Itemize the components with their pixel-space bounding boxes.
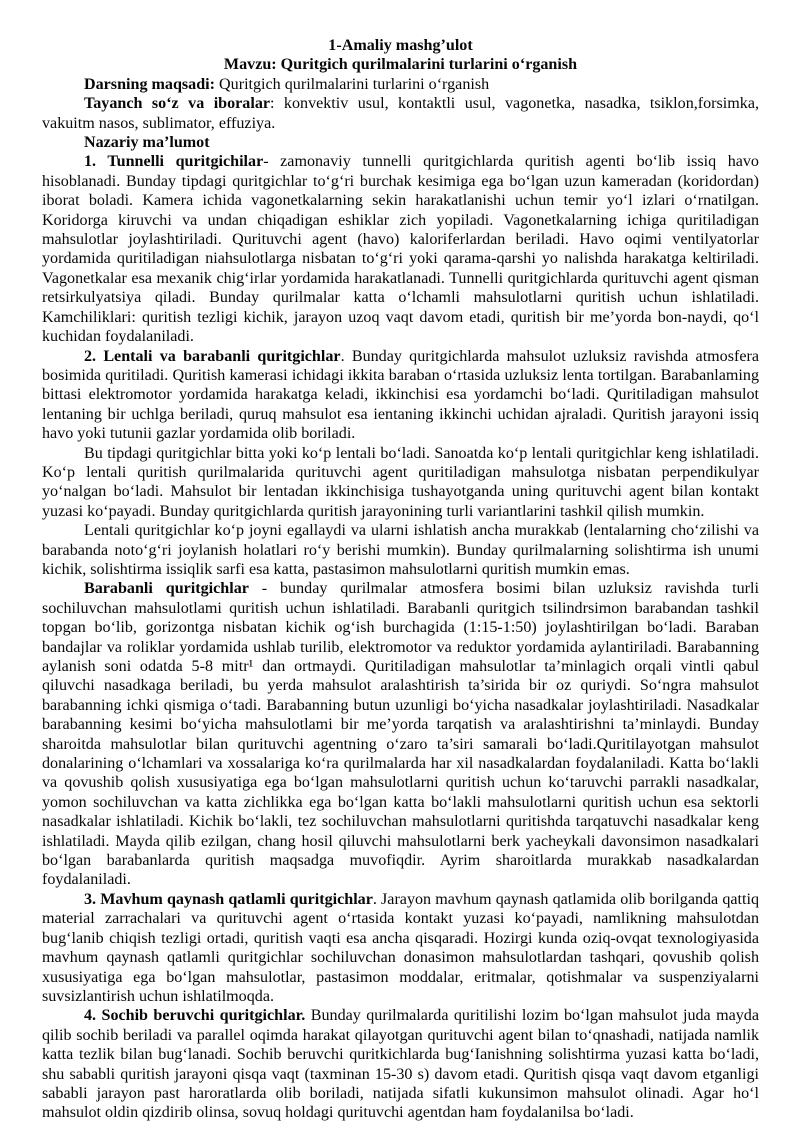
section-barabanli-lead: Barabanli quritgichlar [84,580,249,598]
section-lentali-lead: 2. Lentali va barabanli quritgichlar [84,347,341,365]
section-tunnelli-text: - zamonaviy tunnelli quritgichlarda quritish agenti bo‘lib issiq havo hisoblanadi. Bunday tipdagi quritgichlar to‘g‘ri burchak kesimiga ega bo‘lgan uzun kameradan (koridordan) iborat boladi. Kamera ichida vagonetkalarning sekin harakatlanishi uchun temir yo‘l izlari o‘rnatilgan. Koridorga kiruvchi va undan chiqadigan eshiklar zich yopiladi. Vagonetkalarning ichiga quritiladigan mahsulotlar joylashtiriladi. Qurituvchi agent (havo) kaloriferlardan beriladi. Havo oqimi ventilyatorlar yordamida quritiladigan niahsulotlarga nisbatan to‘g‘ri yoki qarama-qarshi yo nalishda harakatga keltiriladi. Vagonetkalar esa mexanik chig‘irlar yordamida harakatlanadi. Tunnelli quritgichlarda qurituvchi agent qisman retsirkulyatsiya qiladi. Bunday qurilmalar katta o‘lchamli mahsulotlarni quritish uchun ishlatiladi. Kamchiliklari: quritish tezligi kichik, jarayon uzoq vaqt davom etadi, quritish bir me’yorda bon-naydi, qo‘l kuchidan foydalaniladi. [42,153,759,346]
section-mavhum-text: . Jarayon mavhum qaynash qatlamida olib borilganda qattiq material zarrachalari va qurituvchi agent o‘rtasida kontakt yuzasi ko‘payadi, namlikning mahsulotdan bug‘lanib chiqish tezligi ortadi, quritish vaqti esa ancha qisqaradi. Hozirgi kunda oziq-ovqat texnologiyasida mavhum qaynash qatlamli quritgichlar sochiluvchan donasimon mahsulotlardan tashqari, qovushib qolish xususiyatiga ega bo‘lgan mahsulotlar, pastasimon moddalar, eritmalar, qotishmalar va suspenziyalarni suvsizlantirish uchun ishlatilmoqda. [42,890,759,1005]
lentali-drawbacks-text: Lentali quritgichlar ko‘p joyni egallaydi va ularni ishlatish ancha murakkab (lentalarning cho‘zilishi va barabanda noto‘g‘ri joylanish holatlari ro‘y berishi mumkin). Bunday qurilmalarning solishtirma ish unumi kichik, solishtirma issiqlik sarfi esa katta, pastasimon mahsulotlarni quritish mumkin emas. [42,522,759,578]
section-tunnelli-paragraph [42,152,759,346]
objective-text: Quritgich qurilmalarini turlarini o‘rganish [215,75,490,93]
section-sochib-paragraph [42,1006,759,1122]
section-lentali-text: . Bunday quritgichlarda mahsulot uzluksiz ravishda atmosfera bosimida quritiladi. Quritish kamerasi ichidagi ikkita baraban o‘rtasida uzluksiz lenta tortilgan. Barabanlaming bittasi elektromotor yordamida harakatga keladi, ikkinchisi esa yordamchi bo‘ladi. Quritiladigan mahsulot lentaning bir uchlga beriladi, quruq mahsulot esa ientaning ikkinchi uchidan ajraladi. Quritish jarayoni issiq havo yoki tutunii gazlar yordamida olib boriladi. [42,347,759,443]
section-lentali-paragraph [42,347,759,444]
section-mavhum-lead: 3. Mavhum qaynash qatlamli quritgichlar [84,890,373,908]
document-subtitle: Mavzu: Quritgich qurilmalarini turlarini o‘rganish [223,56,578,74]
lentali-types-text: Bu tipdagi quritgichlar bitta yoki ko‘p lentali bo‘ladi. Sanoatda ko‘p lentali quritgichlar keng ishlatiladi. Ko‘p lentali quritish qurilmalarida qurituvchi agent quritiladigan mahsulotga nisbatan perpendikulyar yo‘nalgan bo‘ladi. Mahsulot bir lentadan ikkinchisiga tushayotganda uning qurituvchi agent bilan kontakt yuzasi ko‘payadi. Bunday quritgichlarda quritish jarayonining turli variantlarini tashkil qilish mumkin. [42,444,759,520]
objective-paragraph [42,75,759,94]
section-sochib-text: Bunday qurilmalarda quritilishi lozim bo‘lgan mahsulot juda mayda qilib sochib beriladi va parallel oqimda harakat qilayotgan qurituvchi agent bilan to‘qnashadi, natijada namlik katta tezlik bilan bug‘lanadi. Sochib beruvchi quritkichlarda bug‘Ianishning solishtirma yuzasi katta bo‘ladi, shu sababli quritish jarayoni qisqa vaqt (taxminan 15-30 s) davom etadi. Quritish qisqa vaqt davom etganligi sababli jarayon past haroratlarda olib boriladi, natijada sifatli kukunsimon mahsulot olinadi. Agar ho‘l mahsulot oldin qizdirib olinsa, sovuq holdagi qurituvchi agentdan ham foydalanilsa bo‘ladi. [42,1007,759,1122]
section-barabanli-paragraph [42,579,759,890]
theory-heading-label: Nazariy ma’lumot [84,134,210,152]
section-barabanli-text: - bunday qurilmalar atmosfera bosimi bilan uzluksiz ravishda turli sochiluvchan mahsulotlami quritish uchun ishlatiladi. Barabanli quritgich tsilindrsimon barabandan tashkil topgan bo‘lib, gorizontga nisbatan kichik og‘ish burchagida (1:15-1:50) joylashtirilgan bo‘ladi. Baraban bandajlar va roliklar yordamida ushlab turilib, elektromotor va reduktor yordamida aylantiriladi. Barabanning aylanish soni odatda 5-8 mitr¹ dan ortmaydi. Quritiladigan mahsulotlar ta’minlagich orqali vintli qabul qiluvchi nasadkaga beriladi, bu yerda mahsulot aralashtirish ta’sirida bir oz quriydi. So‘ngra mahsulot barabanning ichki qismiga o‘tadi. Barabanning butun uzunligi bo‘yicha nasadkalar joylashtiriladi. Nasadkalar barabanning kesimi bo‘yicha mahsulotlami bir me’yorda tarqatish va aralashtirishni ta’minlaydi. Bunday sharoitda mahsulotlar bilan qurituvchi agentning o‘zaro ta’siri samarali bo‘ladi.Quritilayotgan mahsulot donalarining o‘lchamlari va xossalariga ko‘ra qurilmalarda har xil nasadkalardan foydalaniladi. Katta bo‘lakli va qovushib qolish xususiyatiga ega bo‘lgan mahsulotlarni quritish uchun ko‘taruvchi parrakli nasadkalar, yomon sochiluvchan va katta zichlikka ega bo‘lgan katta bo‘lakli mahsulotlarni quritish uchun esa sektorli nasadkalar ishlatiladi. Kichik bo‘lakli, tez sochiluvchan mahsulotlarni quritishda tarqatuvchi nasadkalar keng ishlatiladi. Mayda qilib ezilgan, chang hosil qiluvchi mahsulotlarni berk yacheykali davonsimon nasadkalari bo‘lgan barabanlarda quritish maqsadga muvofiqdir. Ayrim sharoitlarda murakkab nasadkalardan foydalaniladi. [42,580,759,889]
document-title: 1-Amaliy mashg’ulot [328,37,473,54]
section-tunnelli-lead: 1. Tunnelli quritgichilar [84,153,264,171]
objective-label: Darsning maqsadi: [84,75,216,93]
lentali-drawbacks-paragraph [42,521,759,579]
theory-heading [42,133,759,152]
keywords-label: Tayanch so‘z va iboralar [84,95,271,113]
lentali-types-paragraph [42,444,759,522]
keywords-paragraph [42,94,759,133]
keywords-text: : konvektiv usul, kontaktli usul, vagonetka, nasadka, tsiklon,forsimka, vakuitm nasos, sublimator, effuziya. [42,95,759,132]
section-mavhum-paragraph [42,890,759,1006]
section-sochib-lead: 4. Sochib beruvchi quritgichlar. [84,1007,306,1025]
